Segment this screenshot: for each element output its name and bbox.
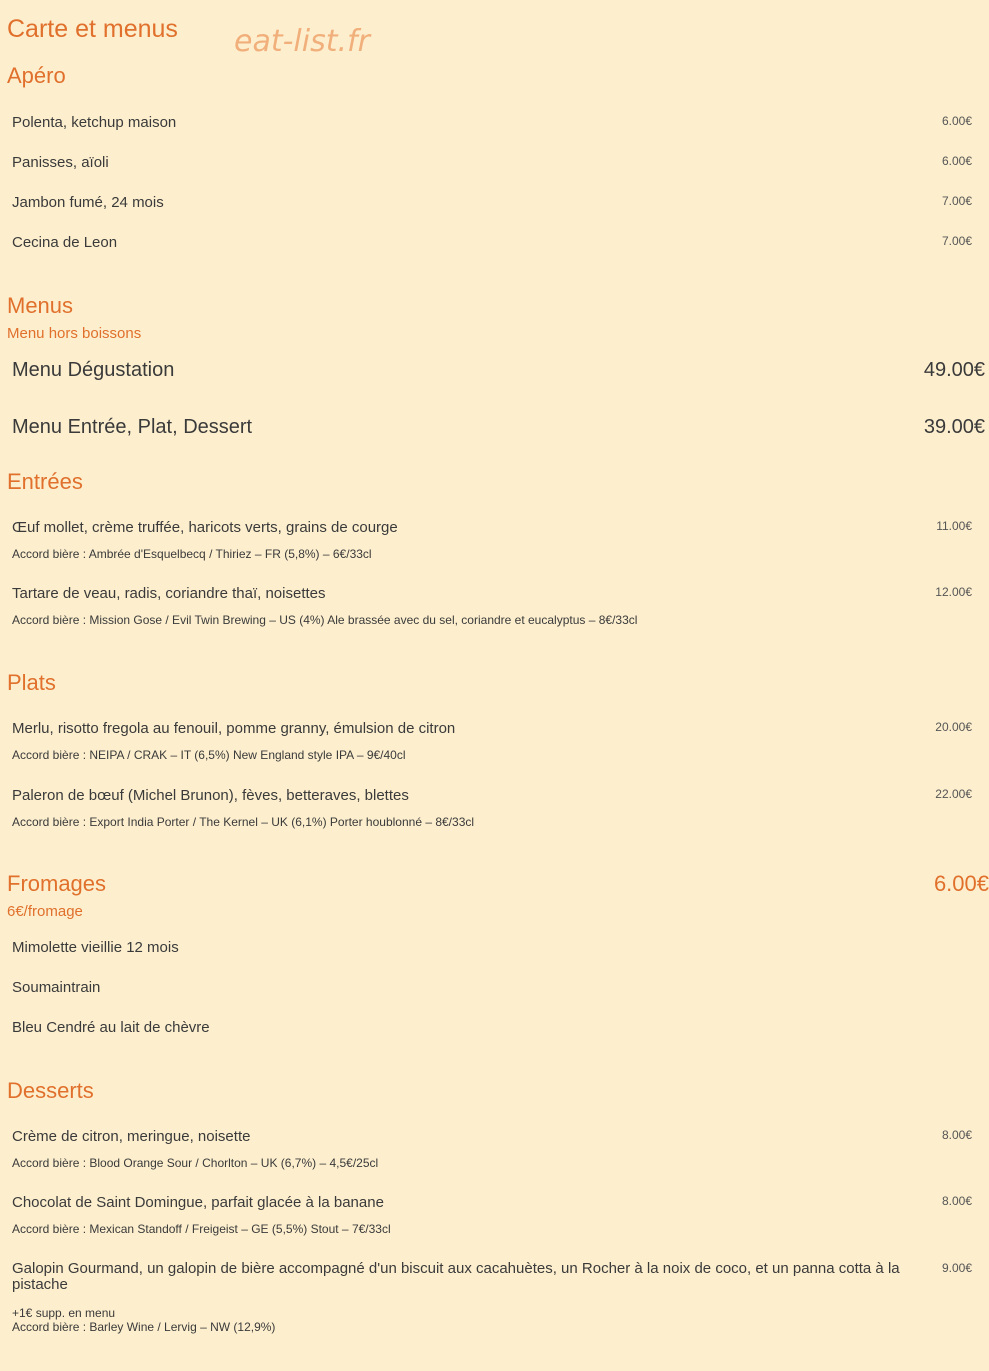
beer-pairing: Accord bière : Blood Orange Sour / Chorlton – UK (6,7%) – 4,5€/25cl: [12, 1156, 379, 1170]
beer-pairing: Accord bière : Mexican Standoff / Freigeist – GE (5,5%) Stout – 7€/33cl: [12, 1222, 391, 1236]
item-price: 8.00€: [941, 1194, 972, 1208]
beer-pairing: Accord bière : Barley Wine / Lervig – NW (12,9%): [12, 1320, 276, 1334]
item-name: Galopin Gourmand, un galopin de bière accompagné d'un biscuit aux cacahuètes, un Rocher à la noix de coco, et un panna cotta à la pistache: [12, 1260, 900, 1293]
page-title: Carte et menus: [7, 15, 178, 43]
menu-supplement-note: +1€ supp. en menu: [12, 1306, 116, 1320]
beer-pairing: Accord bière : Mission Gose / Evil Twin Brewing – US (4%) Ale brassée avec du sel, coriandre et eucalyptus – 8€/33cl: [12, 613, 638, 627]
section-subtitle: 6€/fromage: [7, 903, 83, 920]
section-title-entrees: Entrées: [7, 469, 83, 494]
item-name: Crème de citron, meringue, noisette: [12, 1128, 251, 1145]
menu-price: 39.00€: [923, 416, 985, 438]
item-price: 6.00€: [941, 114, 972, 128]
item-name: Paleron de bœuf (Michel Brunon), fèves, betteraves, blettes: [12, 787, 409, 804]
item-name: Mimolette vieillie 12 mois: [12, 939, 179, 956]
item-price: 6.00€: [941, 154, 972, 168]
item-price: 8.00€: [941, 1128, 972, 1142]
item-price: 11.00€: [936, 519, 972, 533]
item-price: 9.00€: [941, 1261, 972, 1275]
beer-pairing: Accord bière : Export India Porter / The Kernel – UK (6,1%) Porter houblonné – 8€/33cl: [12, 815, 475, 829]
item-name: Chocolat de Saint Domingue, parfait glacée à la banane: [12, 1194, 384, 1211]
section-title-desserts: Desserts: [7, 1078, 94, 1103]
section-title-apero: Apéro: [7, 63, 66, 88]
beer-pairing: Accord bière : Ambrée d'Esquelbecq / Thiriez – FR (5,8%) – 6€/33cl: [12, 547, 372, 561]
menu-name: Menu Entrée, Plat, Dessert: [12, 416, 253, 438]
item-name: Bleu Cendré au lait de chèvre: [12, 1019, 210, 1036]
watermark: eat-list.fr: [234, 24, 370, 59]
section-title-fromages: Fromages: [7, 871, 107, 896]
item-price: 20.00€: [935, 720, 972, 734]
section-title-menus: Menus: [7, 293, 74, 318]
section-subtitle: Menu hors boissons: [7, 325, 142, 342]
item-name: Soumaintrain: [12, 979, 101, 996]
item-name: Polenta, ketchup maison: [12, 114, 177, 131]
item-name: Panisses, aïoli: [12, 154, 109, 171]
item-price: 7.00€: [941, 234, 972, 248]
section-title-plats: Plats: [7, 670, 56, 695]
menu-name: Menu Dégustation: [12, 359, 175, 381]
item-name: Jambon fumé, 24 mois: [12, 194, 164, 211]
item-price: 12.00€: [935, 585, 972, 599]
item-price: 7.00€: [941, 194, 972, 208]
item-name: Tartare de veau, radis, coriandre thaï, noisettes: [12, 585, 326, 602]
menu-price: 49.00€: [923, 359, 985, 381]
item-price: 22.00€: [935, 787, 972, 801]
beer-pairing: Accord bière : NEIPA / CRAK – IT (6,5%) New England style IPA – 9€/40cl: [12, 748, 406, 762]
item-name: Cecina de Leon: [12, 234, 118, 251]
item-name: Merlu, risotto fregola au fenouil, pomme granny, émulsion de citron: [12, 720, 456, 737]
section-price: 6.00€: [933, 871, 989, 896]
item-name: Œuf mollet, crème truffée, haricots verts, grains de courge: [12, 519, 398, 536]
